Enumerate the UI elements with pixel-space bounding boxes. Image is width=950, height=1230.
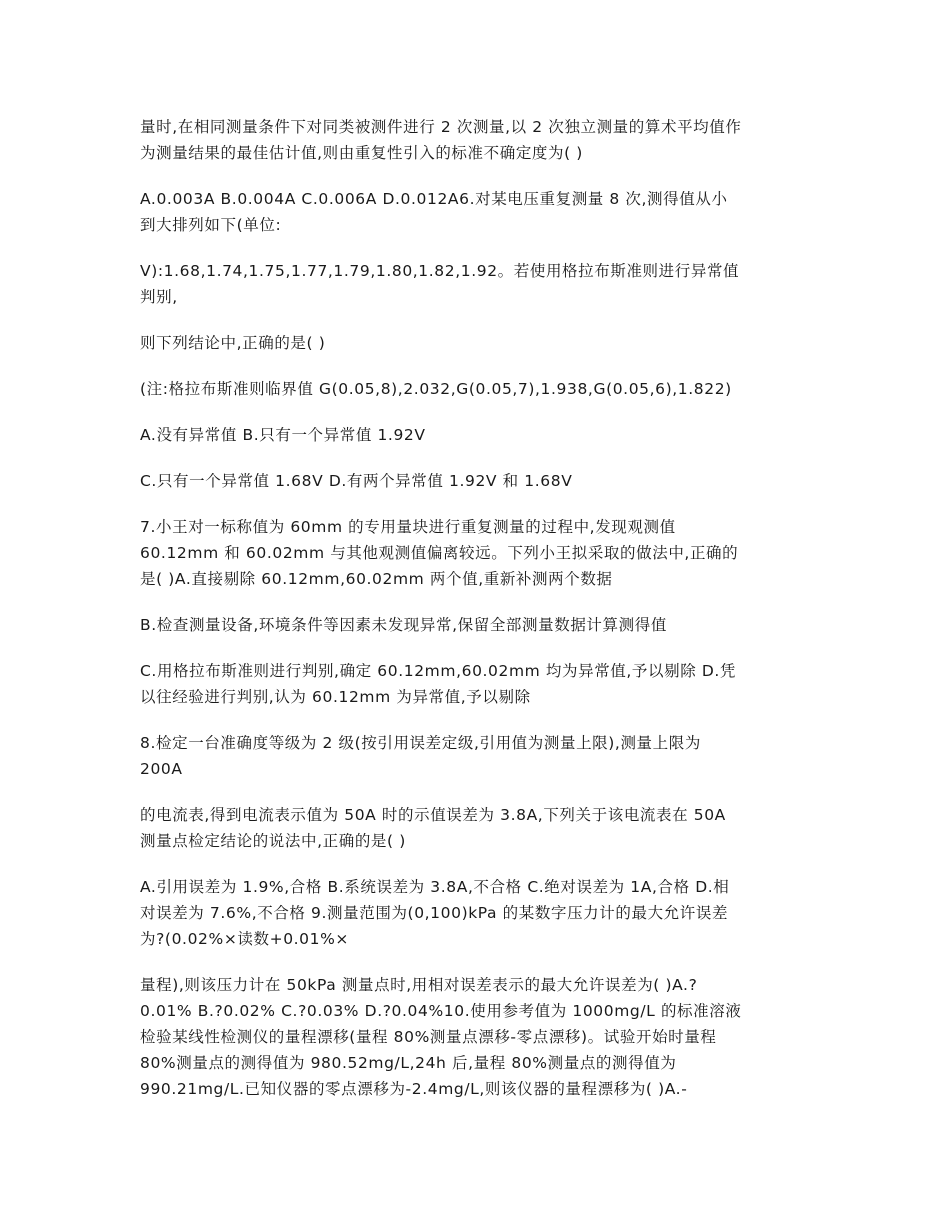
paragraph-7 bbox=[140, 468, 815, 494]
text-line: 990.21mg/L.已知仪器的零点漂移为-2.4mg/L,则该仪器的量程漂移为( )A.- bbox=[140, 1080, 688, 1098]
paragraph-3 bbox=[140, 258, 815, 310]
text-line: 200A bbox=[140, 760, 183, 778]
paragraph-13 bbox=[140, 874, 815, 952]
text-line: A.引用误差为 1.9%,合格 B.系统误差为 3.8A,不合格 C.绝对误差为 1A,合格 D.相 bbox=[140, 878, 730, 896]
paragraph-4 bbox=[140, 330, 815, 356]
paragraph-11 bbox=[140, 730, 815, 782]
text-line: (注:格拉布斯准则临界值 G(0.05,8),2.032,G(0.05,7),1.938,G(0.05,6),1.822) bbox=[140, 380, 732, 398]
text-line: C.只有一个异常值 1.68V D.有两个异常值 1.92V 和 1.68V bbox=[140, 472, 573, 490]
text-line: 判别, bbox=[140, 288, 178, 306]
text-line: B.检查测量设备,环境条件等因素未发现异常,保留全部测量数据计算测得值 bbox=[140, 616, 667, 634]
text-line: 7.小王对一标称值为 60mm 的专用量块进行重复测量的过程中,发现观测值 bbox=[140, 518, 676, 536]
paragraph-2 bbox=[140, 186, 815, 238]
paragraph-12 bbox=[140, 802, 815, 854]
paragraph-9 bbox=[140, 612, 815, 638]
text-line: 量程),则该压力计在 50kPa 测量点时,用相对误差表示的最大允许误差为( )A.? bbox=[140, 976, 698, 994]
text-line: C.用格拉布斯准则进行判别,确定 60.12mm,60.02mm 均为异常值,予以剔除 D.凭 bbox=[140, 662, 737, 680]
document-body bbox=[140, 114, 815, 1122]
text-line: 60.12mm 和 60.02mm 与其他观测值偏离较远。下列小王拟采取的做法中,正确的 bbox=[140, 544, 739, 562]
paragraph-1 bbox=[140, 114, 815, 166]
text-line: A.0.003A B.0.004A C.0.006A D.0.012A6.对某电压重复测量 8 次,测得值从小 bbox=[140, 190, 728, 208]
paragraph-6 bbox=[140, 422, 815, 448]
text-line: 对误差为 7.6%,不合格 9.测量范围为(0,100)kPa 的某数字压力计的最大允许误差 bbox=[140, 904, 729, 922]
text-line: 0.01% B.?0.02% C.?0.03% D.?0.04%10.使用参考值为 1000mg/L 的标准溶液 bbox=[140, 1002, 742, 1020]
text-line: 量时,在相同测量条件下对同类被测件进行 2 次测量,以 2 次独立测量的算术平均值作 bbox=[140, 118, 742, 136]
text-line: 则下列结论中,正确的是( ) bbox=[140, 334, 326, 352]
text-line: 以往经验进行判别,认为 60.12mm 为异常值,予以剔除 bbox=[140, 688, 531, 706]
paragraph-5 bbox=[140, 376, 815, 402]
text-line: 80%测量点的测得值为 980.52mg/L,24h 后,量程 80%测量点的测得值为 bbox=[140, 1054, 677, 1072]
text-line: V):1.68,1.74,1.75,1.77,1.79,1.80,1.82,1.92。若使用格拉布斯准则进行异常值 bbox=[140, 262, 740, 280]
text-line: A.没有异常值 B.只有一个异常值 1.92V bbox=[140, 426, 426, 444]
text-line: 为?(0.02%×读数+0.01%× bbox=[140, 930, 350, 948]
text-line: 的电流表,得到电流表示值为 50A 时的示值误差为 3.8A,下列关于该电流表在 50A bbox=[140, 806, 726, 824]
paragraph-14 bbox=[140, 972, 815, 1102]
text-line: 是( )A.直接剔除 60.12mm,60.02mm 两个值,重新补测两个数据 bbox=[140, 570, 613, 588]
paragraph-8 bbox=[140, 514, 815, 592]
text-line: 为测量结果的最佳估计值,则由重复性引入的标准不确定度为( ) bbox=[140, 144, 583, 162]
text-line: 测量点检定结论的说法中,正确的是( ) bbox=[140, 832, 406, 850]
text-line: 到大排列如下(单位: bbox=[140, 216, 282, 234]
text-line: 检验某线性检测仪的量程漂移(量程 80%测量点漂移-零点漂移)。试验开始时量程 bbox=[140, 1028, 717, 1046]
paragraph-10 bbox=[140, 658, 815, 710]
text-line: 8.检定一台准确度等级为 2 级(按引用误差定级,引用值为测量上限),测量上限为 bbox=[140, 734, 701, 752]
